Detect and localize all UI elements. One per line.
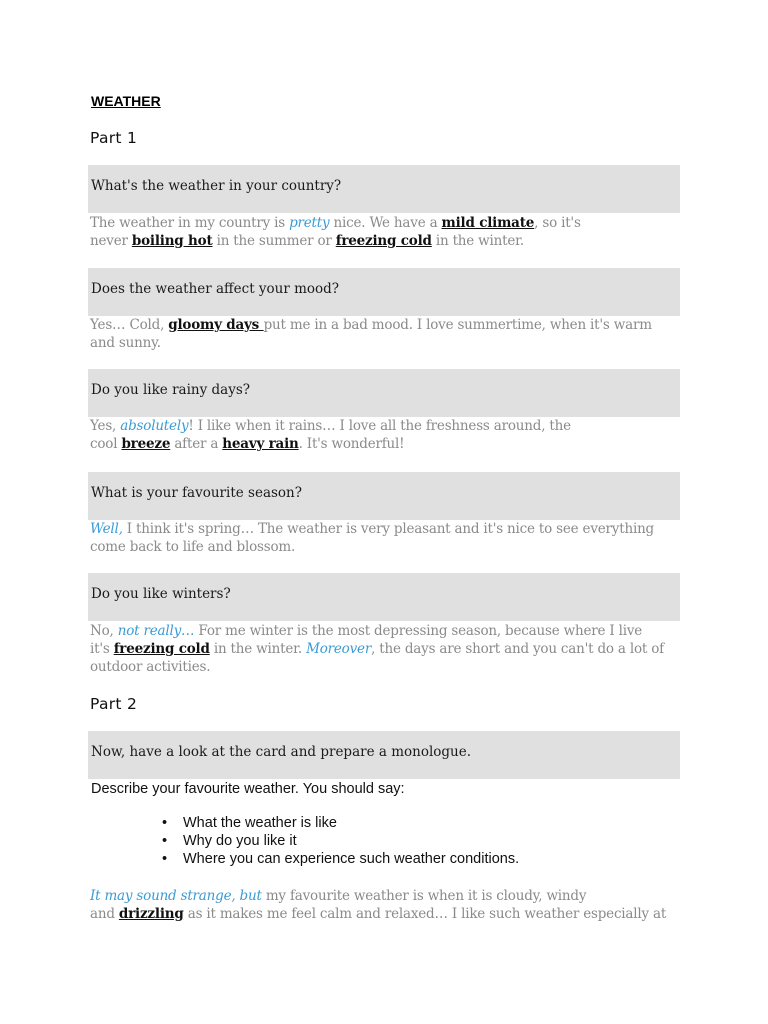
- list-item: • Why do you like it: [162, 833, 297, 849]
- linking-phrase: Well,: [90, 521, 123, 537]
- vocabulary-keyword: mild climate: [441, 215, 535, 231]
- answer-text: For me winter is the most depressing season, because where I live: [194, 623, 643, 639]
- linking-phrase: Moreover: [306, 641, 372, 657]
- text-line: [90, 905, 680, 923]
- linking-phrase: It may sound strange, but: [90, 888, 262, 904]
- answer-text: after a: [170, 436, 223, 452]
- question-box: [88, 369, 680, 417]
- question-text: What's the weather in your country?: [91, 178, 342, 194]
- answer-text: it's: [90, 641, 114, 657]
- vocabulary-keyword: freezing cold: [335, 233, 432, 249]
- text-line: [90, 417, 680, 435]
- answer-paragraph: [90, 417, 680, 453]
- text-line: [90, 214, 680, 232]
- answer-paragraph: [90, 622, 680, 676]
- answer-text: in the winter.: [431, 233, 525, 249]
- answer-paragraph: [90, 520, 680, 556]
- vocabulary-keyword: heavy rain: [222, 436, 299, 452]
- question-text: Do you like winters?: [91, 586, 231, 602]
- card-intro: Describe your favourite weather. You should say:: [91, 781, 405, 797]
- answer-text: my favourite weather is when it is cloudy, windy: [261, 888, 587, 904]
- part-2-heading: Part 2: [90, 695, 138, 713]
- vocabulary-keyword: drizzling: [118, 906, 184, 922]
- text-line: [90, 316, 680, 334]
- answer-text: put me in a bad mood. I love summertime, when it's warm: [263, 317, 652, 333]
- answer-text: No,: [90, 623, 118, 639]
- monologue-paragraph: [90, 887, 680, 923]
- text-line: [90, 232, 680, 250]
- question-box: [88, 472, 680, 520]
- vocabulary-keyword: freezing cold: [113, 641, 210, 657]
- answer-text: I think it's spring… The weather is very pleasant and it's nice to see everything: [122, 521, 655, 537]
- question-text: What is your favourite season?: [91, 485, 302, 501]
- card-prompt-box: [88, 731, 680, 779]
- answer-text: ! I like when it rains… I love all the freshness around, the: [188, 418, 571, 434]
- answer-text: in the summer or: [212, 233, 336, 249]
- text-line: [90, 622, 680, 640]
- vocabulary-keyword: gloomy days: [168, 317, 264, 333]
- text-line: [90, 658, 680, 676]
- cue-card-list: [162, 814, 519, 868]
- vocabulary-keyword: breeze: [121, 436, 171, 452]
- answer-text: Yes,: [90, 418, 121, 434]
- answer-text: nice. We have a: [329, 215, 442, 231]
- question-box: [88, 268, 680, 316]
- bullet-icon: •: [162, 833, 168, 849]
- document-title: WEATHER: [91, 93, 161, 109]
- linking-phrase: absolutely: [120, 418, 189, 434]
- list-item: • Where you can experience such weather conditions.: [162, 851, 520, 867]
- question-box: [88, 165, 680, 213]
- answer-text: in the winter.: [209, 641, 307, 657]
- text-line: [90, 435, 680, 453]
- linking-phrase: not really…: [117, 623, 195, 639]
- bullet-icon: •: [162, 851, 168, 867]
- list-item: • What the weather is like: [162, 815, 337, 831]
- text-line: [90, 887, 680, 905]
- answer-text: never: [90, 233, 132, 249]
- answer-text: Yes… Cold,: [90, 317, 169, 333]
- answer-text: outdoor activities.: [90, 659, 211, 675]
- answer-text: . It's wonderful!: [298, 436, 405, 452]
- answer-paragraph: [90, 214, 680, 250]
- answer-text: cool: [90, 436, 122, 452]
- question-text: Do you like rainy days?: [91, 382, 250, 398]
- answer-text: and sunny.: [90, 335, 161, 351]
- answer-text: and: [90, 906, 119, 922]
- answer-text: , so it's: [534, 215, 581, 231]
- text-line: [90, 538, 680, 556]
- answer-paragraph: [90, 316, 680, 352]
- vocabulary-keyword: boiling hot: [131, 233, 213, 249]
- linking-phrase: pretty: [289, 215, 330, 231]
- answer-text: come back to life and blossom.: [90, 539, 296, 555]
- answer-text: as it makes me feel calm and relaxed… I like such weather especially at: [183, 906, 667, 922]
- answer-text: The weather in my country is: [90, 215, 290, 231]
- bullet-icon: •: [162, 815, 168, 831]
- question-text: Does the weather affect your mood?: [91, 281, 340, 297]
- part-1-heading: Part 1: [90, 129, 138, 147]
- question-box: [88, 573, 680, 621]
- card-prompt-text: Now, have a look at the card and prepare a monologue.: [91, 744, 472, 760]
- answer-text: , the days are short and you can't do a lot of: [371, 641, 664, 657]
- text-line: [90, 334, 680, 352]
- text-line: [90, 640, 680, 658]
- text-line: [90, 520, 680, 538]
